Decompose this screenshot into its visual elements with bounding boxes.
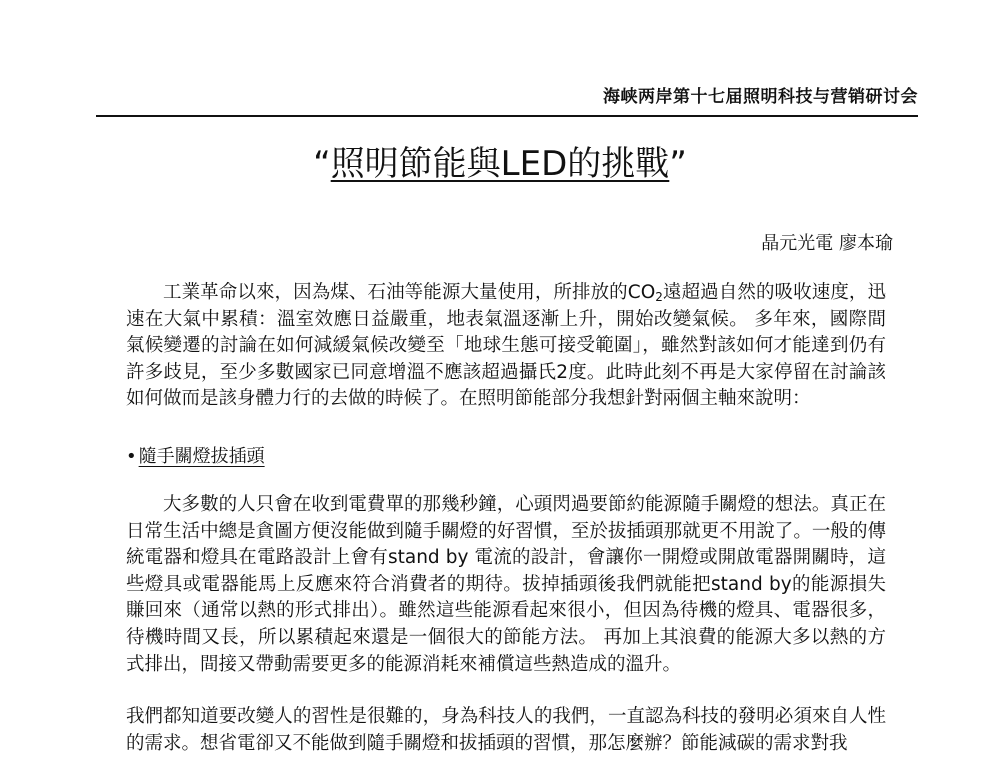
section-heading: [126, 442, 265, 468]
section-heading-text: 隨手關燈拔插頭: [138, 446, 265, 467]
paragraph-intro: [126, 280, 886, 413]
co2-subscript: 2: [655, 290, 663, 304]
title-text: 照明節能與LED的挑戰: [330, 144, 670, 184]
paragraph-intro-part2: 遠超過自然的吸收速度，迅速在大氣中累積：溫室效應日益嚴重，地表氣溫逐漸上升，開始改變氣候。 多年來，國際間氣候變遷的討論在如何減緩氣候改變至「地球生態可接受範圍」，雖然對該如何才能達到仍有許多歧見，至少多數國家已同意增溫不應該超過攝氏2度。此時此刻不再是大家停留在討論該如何做而是該身體力行的去做的時候了。在照明節能部分我想針對兩個主軸來說明：: [126, 282, 886, 410]
bullet-icon: •: [126, 446, 137, 467]
author-byline: 晶元光電 廖本瑜: [761, 233, 893, 254]
title-open-quote: “: [313, 144, 331, 184]
paragraph-standby: 大多數的人只會在收到電費單的那幾秒鐘，心頭閃過要節約能源隨手關燈的想法。真正在日常生活中總是貪圖方便沒能做到隨手關燈的好習慣，至於拔插頭那就更不用說了。一般的傳統電器和燈具在電路設計上會有stand by 電流的設計，會讓你一開燈或開啟電器開關時，這些燈具或電器能馬上反應來符合消費者的期待。拔掉插頭後我們就能把stand by的能源損失賺回來（通常以熱的形式排出）。雖然這些能源看起來很小，但因為待機的燈具、電器很多，待機時間又長，所以累積起來還是一個很大的節能方法。 再加上其浪費的能源大多以熱的方式排出，間接又帶動需要更多的能源消耗來補償這些熱造成的溫升。: [126, 494, 886, 675]
running-header: 海峡两岸第十七届照明科技与营销研讨会: [603, 87, 918, 107]
article-title: [0, 142, 1000, 186]
title-close-quote: ”: [669, 144, 687, 184]
paragraph-habits: 我們都知道要改變人的習性是很難的，身為科技人的我們，一直認為科技的發明必須來自人性的需求。想省電卻又不能做到隨手關燈和拔插頭的習慣，那怎麼辦？節能減碳的需求對我: [126, 706, 886, 754]
paragraph-intro-part1: 工業革命以來，因為煤、石油等能源大量使用，所排放的CO: [163, 282, 656, 303]
header-rule: [96, 115, 918, 117]
